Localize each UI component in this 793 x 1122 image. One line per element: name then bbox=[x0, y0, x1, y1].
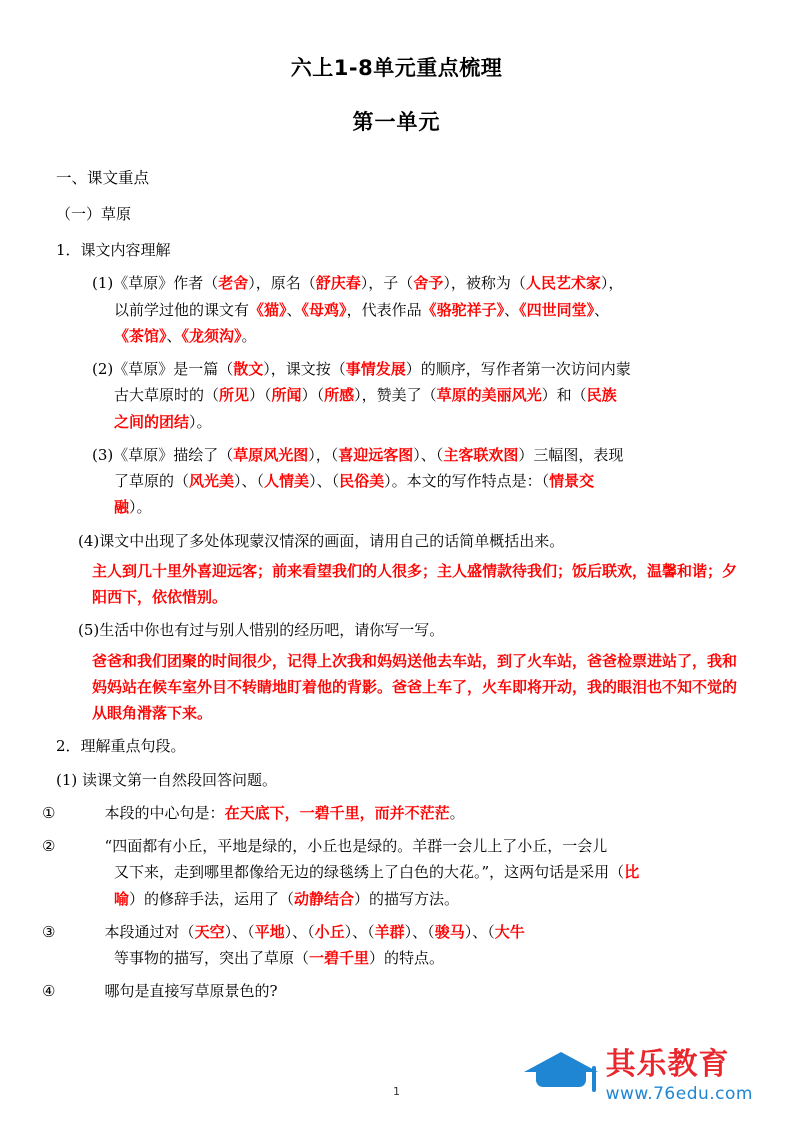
c3-t3: ）、（ bbox=[344, 922, 375, 941]
sub-question-1: (1) 读课文第一自然段回答问题。 bbox=[56, 770, 278, 789]
q2-answer-5: 所感 bbox=[324, 386, 355, 405]
q1-t7: 、 bbox=[504, 300, 520, 319]
c2-t1: ）的修辞手法，运用了（ bbox=[129, 889, 295, 908]
c1-answer: 在天底下，一碧千里，而并不茫茫 bbox=[224, 803, 450, 822]
q2-t1: ），课文按（ bbox=[263, 360, 346, 379]
c3-answer-2: 平地 bbox=[254, 922, 285, 941]
q2-t4: ）（ bbox=[301, 386, 325, 405]
q3-answer-1: 草原风光图 bbox=[233, 445, 309, 464]
question-1 bbox=[56, 270, 737, 349]
page-title: 六上1-8单元重点梳理 bbox=[290, 56, 503, 80]
q3-line2-pre: 了草原的（ bbox=[114, 472, 190, 491]
q1-t9: 、 bbox=[166, 326, 182, 345]
q2-answer-2: 事情发展 bbox=[345, 360, 406, 379]
q3-answer-4: 风光美 bbox=[189, 472, 235, 491]
q2-t5: ），赞美了（ bbox=[354, 386, 437, 405]
q1-answer-1: 老舍 bbox=[218, 274, 249, 293]
q1-answer-3: 舍予 bbox=[413, 274, 444, 293]
circled-marker-2: ② bbox=[42, 837, 56, 856]
q3-answer-3: 主客联欢图 bbox=[443, 445, 519, 464]
question-5-answer: 爸爸和我们团聚的时间很少，记得上次我和妈妈送他去车站，到了火车站，爸爸检票进站了，我和妈妈站在候车室外目不转睛地盯着他的背影。爸爸上车了，火车即将开动，我的眼泪也不知不觉的从眼角滑落下来。 bbox=[92, 651, 738, 723]
q3-answer-2: 喜迎远客图 bbox=[338, 445, 414, 464]
q2-answer-6: 草原的美丽风光 bbox=[436, 386, 542, 405]
c4-text: 哪句是直接写草原景色的? bbox=[104, 982, 278, 1001]
circled-item-4 bbox=[42, 978, 737, 1004]
lesson-heading: （一）草原 bbox=[56, 204, 132, 223]
c3-answer-5: 骏马 bbox=[434, 922, 465, 941]
q1-t3: ），被称为（ bbox=[443, 274, 526, 293]
q3-line3: 融 bbox=[114, 498, 130, 517]
q2-t2: ）的顺序，写作者第一次访问内蒙 bbox=[405, 360, 631, 379]
c2-answer-2: 动静结合 bbox=[294, 889, 355, 908]
graduation-cap-icon bbox=[524, 1046, 598, 1106]
q2-line3: 之间的团结 bbox=[114, 412, 190, 431]
c2-line1: “四面都有小丘，平地是绿的，小丘也是绿的。羊群一会儿上了小丘，一会儿 bbox=[104, 837, 608, 856]
q1-t6: ，代表作品 bbox=[346, 300, 422, 319]
section-heading: 一、课文重点 bbox=[56, 169, 150, 187]
circled-item-1 bbox=[42, 800, 737, 826]
q2-answer-4: 所闻 bbox=[271, 386, 302, 405]
q1-t5: 、 bbox=[286, 300, 302, 319]
q1-line2-pre: 以前学过他的课文有 bbox=[114, 300, 250, 319]
q3-t5: ）、（ bbox=[309, 472, 340, 491]
item-heading-2: 2．理解重点句段。 bbox=[56, 737, 186, 756]
q1-lead: (1)《草原》作者（ bbox=[92, 274, 219, 293]
c3-t4: ）、（ bbox=[404, 922, 435, 941]
c3-lead: 本段通过对（ bbox=[104, 922, 195, 941]
circled-marker-3: ③ bbox=[42, 922, 56, 941]
q3-t1: ），（ bbox=[308, 445, 339, 464]
q3-t6: ）。本文的写作特点是：（ bbox=[384, 472, 550, 491]
q1-answer-9: 《茶馆》 bbox=[114, 326, 167, 345]
c2-t2: ）的描写方法。 bbox=[354, 889, 460, 908]
question-3 bbox=[56, 442, 737, 521]
q2-t7: ）。 bbox=[189, 412, 212, 431]
circled-marker-1: ① bbox=[42, 803, 56, 822]
q1-t1: ），原名（ bbox=[248, 274, 316, 293]
q2-t3: ）（ bbox=[249, 386, 272, 405]
page-subtitle: 第一单元 bbox=[352, 110, 441, 134]
q1-answer-7: 《骆驼祥子》 bbox=[421, 300, 505, 319]
q2-answer-7: 民族 bbox=[586, 386, 617, 405]
brand-watermark bbox=[524, 1046, 753, 1106]
c2-answer-1: 比 bbox=[624, 863, 640, 882]
c3-t5: ）、（ bbox=[464, 922, 495, 941]
question-4-answer: 主人到几十里外喜迎远客；前来看望我们的人很多；主人盛情款待我们；饭后联欢，温馨和谐；夕阳西下，依依惜别。 bbox=[92, 561, 738, 607]
c3-line2-pre: 等事物的描写，突出了草原（ bbox=[114, 949, 310, 968]
q1-t2: ），子（ bbox=[360, 274, 414, 293]
question-5: (5)生活中你也有过与别人惜别的经历吧，请你写一写。 bbox=[78, 621, 445, 640]
q2-answer-3: 所见 bbox=[219, 386, 250, 405]
circled-item-3 bbox=[42, 919, 737, 972]
q3-answer-5: 人情美 bbox=[264, 472, 310, 491]
q3-t4: ）、（ bbox=[234, 472, 265, 491]
c2-line2: 又下来，走到哪里都像给无边的绿毯绣上了白色的大花。”，这两句话是采用（ bbox=[114, 863, 625, 882]
brand-url: www.76edu.com bbox=[605, 1083, 753, 1104]
brand-name: 其乐教育 bbox=[605, 1046, 730, 1082]
c3-t2: ）、（ bbox=[284, 922, 315, 941]
q2-lead: (2)《草原》是一篇（ bbox=[92, 360, 234, 379]
c1-lead: 本段的中心句是： bbox=[104, 803, 225, 822]
q1-answer-2: 舒庆春 bbox=[315, 274, 361, 293]
c2-line3-a: 喻 bbox=[114, 889, 130, 908]
q3-answer-6: 民俗美 bbox=[339, 472, 385, 491]
circled-marker-4: ④ bbox=[42, 982, 56, 1001]
q3-t2: ）、（ bbox=[413, 445, 444, 464]
q2-answer-1: 散文 bbox=[233, 360, 264, 379]
q1-answer-6: 《母鸡》 bbox=[301, 300, 347, 319]
question-2 bbox=[56, 356, 737, 435]
q1-answer-10: 《龙须沟》 bbox=[181, 326, 242, 345]
q3-answer-7: 情景交 bbox=[549, 472, 595, 491]
c3-answer-6: 大牛 bbox=[494, 922, 525, 941]
q1-t10: 。 bbox=[241, 326, 257, 345]
q1-answer-8: 《四世同堂》 bbox=[519, 300, 595, 319]
q2-t6: ）和（ bbox=[541, 386, 587, 405]
circled-item-2 bbox=[42, 833, 737, 912]
c3-answer-1: 天空 bbox=[194, 922, 225, 941]
c3-t6: ）的特点。 bbox=[369, 949, 445, 968]
q1-t8: 、 bbox=[594, 300, 610, 319]
q3-t3: ）三幅图，表现 bbox=[518, 445, 624, 464]
question-4: (4)课文中出现了多处体现蒙汉情深的画面，请用自己的话简单概括出来。 bbox=[78, 531, 565, 550]
c3-t1: ）、（ bbox=[224, 922, 255, 941]
q3-lead: (3)《草原》描绘了（ bbox=[92, 445, 234, 464]
q1-t4: ）， bbox=[600, 274, 624, 293]
q1-answer-4: 人民艺术家 bbox=[525, 274, 601, 293]
c3-answer-3: 小丘 bbox=[314, 922, 345, 941]
q3-t7: ）。 bbox=[129, 498, 152, 517]
c3-answer-4: 羊群 bbox=[374, 922, 405, 941]
q2-line2-pre: 古大草原时的（ bbox=[114, 386, 220, 405]
c3-answer-7: 一碧千里 bbox=[309, 949, 370, 968]
item-heading-1: 1．课文内容理解 bbox=[56, 241, 171, 260]
page-number: 1 bbox=[393, 1085, 400, 1098]
c1-tail: 。 bbox=[449, 803, 465, 822]
q1-answer-5: 《猫》 bbox=[249, 300, 287, 319]
